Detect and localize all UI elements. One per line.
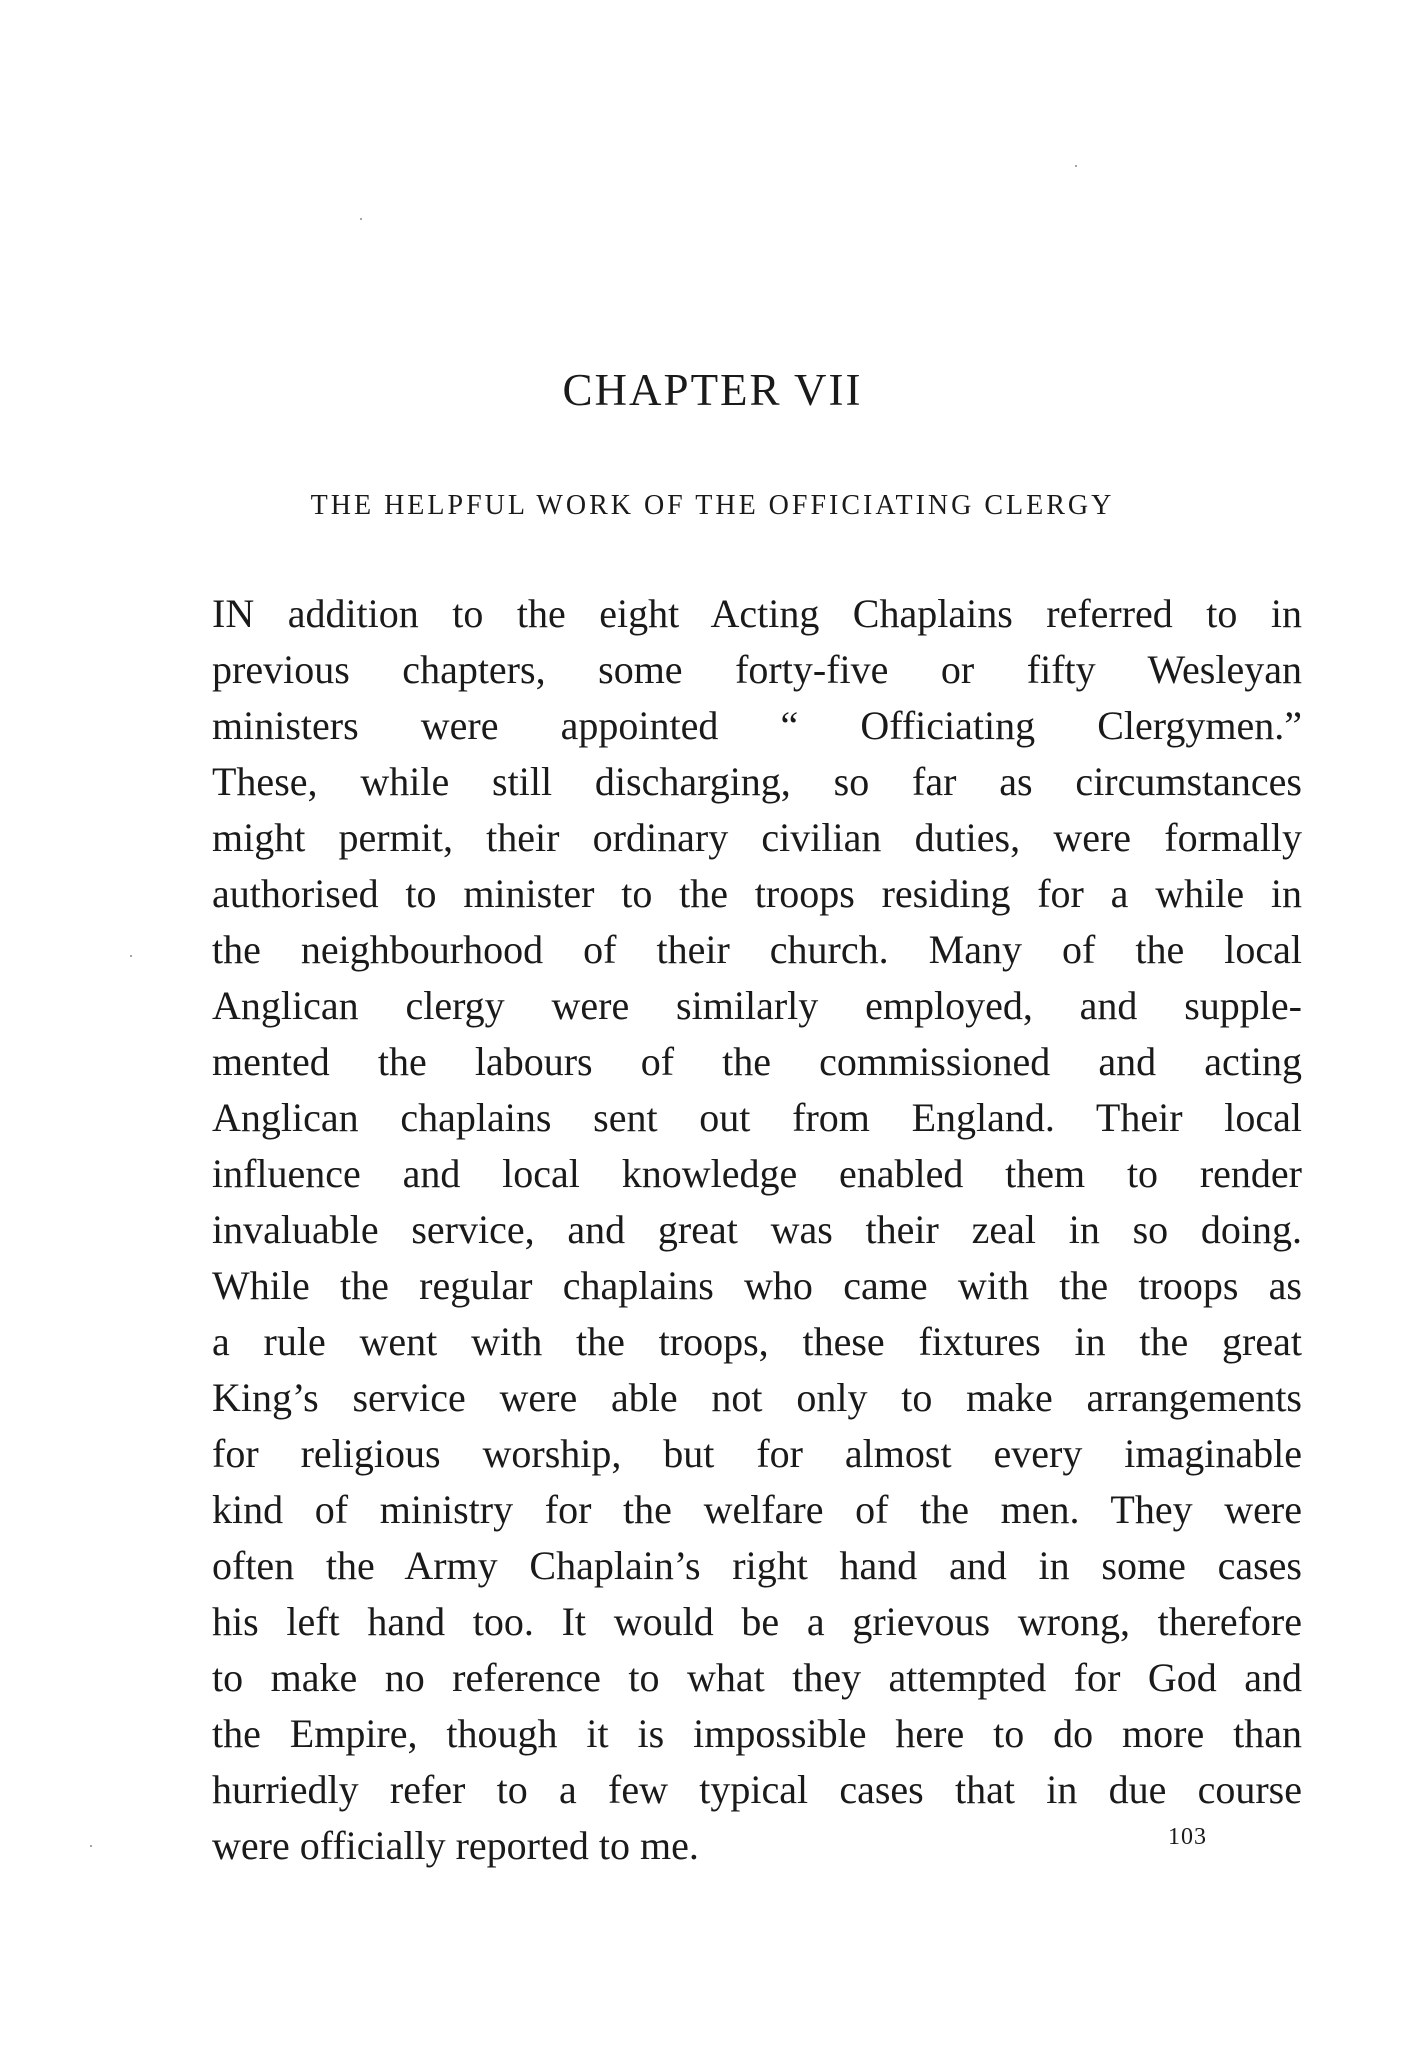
body-line: invaluable service, and great was their zeal in so doing. bbox=[212, 1207, 1302, 1252]
body-line: influence and local knowledge enabled them to render bbox=[212, 1151, 1302, 1196]
paper-speck bbox=[130, 955, 132, 957]
body-line: previous chapters, some forty-five or fifty Wesleyan bbox=[212, 647, 1302, 692]
body-line: While the regular chaplains who came with the troops as bbox=[212, 1263, 1302, 1308]
body-line: were officially reported to me. bbox=[212, 1823, 699, 1868]
body-line: often the Army Chaplain’s right hand and in some cases bbox=[212, 1543, 1302, 1588]
body-line: kind of ministry for the welfare of the men. They were bbox=[212, 1487, 1302, 1532]
paper-speck bbox=[90, 1845, 92, 1847]
chapter-number: CHAPTER VII bbox=[562, 365, 863, 415]
body-paragraph bbox=[212, 586, 1302, 1874]
body-line: the neighbourhood of their church. Many of the local bbox=[212, 927, 1302, 972]
body-line: a rule went with the troops, these fixtures in the great bbox=[212, 1319, 1302, 1364]
body-line: for religious worship, but for almost every imaginable bbox=[212, 1431, 1302, 1476]
body-line: to make no reference to what they attempted for God and bbox=[212, 1655, 1302, 1700]
body-line: ministers were appointed “ Officiating Clergymen.” bbox=[212, 703, 1302, 748]
body-line: authorised to minister to the troops residing for a while in bbox=[212, 871, 1302, 916]
body-line: King’s service were able not only to make arrangements bbox=[212, 1375, 1302, 1420]
paper-speck bbox=[360, 218, 362, 220]
body-line: mented the labours of the commissioned and acting bbox=[212, 1039, 1302, 1084]
body-line: Anglican chaplains sent out from England. Their local bbox=[212, 1095, 1302, 1140]
body-line: the Empire, though it is impossible here to do more than bbox=[212, 1711, 1302, 1756]
body-line: These, while still discharging, so far as circumstances bbox=[212, 759, 1302, 804]
body-line: IN addition to the eight Acting Chaplains referred to in bbox=[212, 591, 1302, 636]
chapter-title: THE HELPFUL WORK OF THE OFFICIATING CLERGY bbox=[310, 490, 1115, 521]
body-line: might permit, their ordinary civilian duties, were formally bbox=[212, 815, 1302, 860]
body-line: Anglican clergy were similarly employed, and supple- bbox=[212, 983, 1302, 1028]
body-line: hurriedly refer to a few typical cases that in due course bbox=[212, 1767, 1302, 1812]
paper-speck bbox=[1075, 165, 1077, 167]
body-line: his left hand too. It would be a grievous wrong, therefore bbox=[212, 1599, 1302, 1644]
page-number: 103 bbox=[1168, 1824, 1207, 1850]
